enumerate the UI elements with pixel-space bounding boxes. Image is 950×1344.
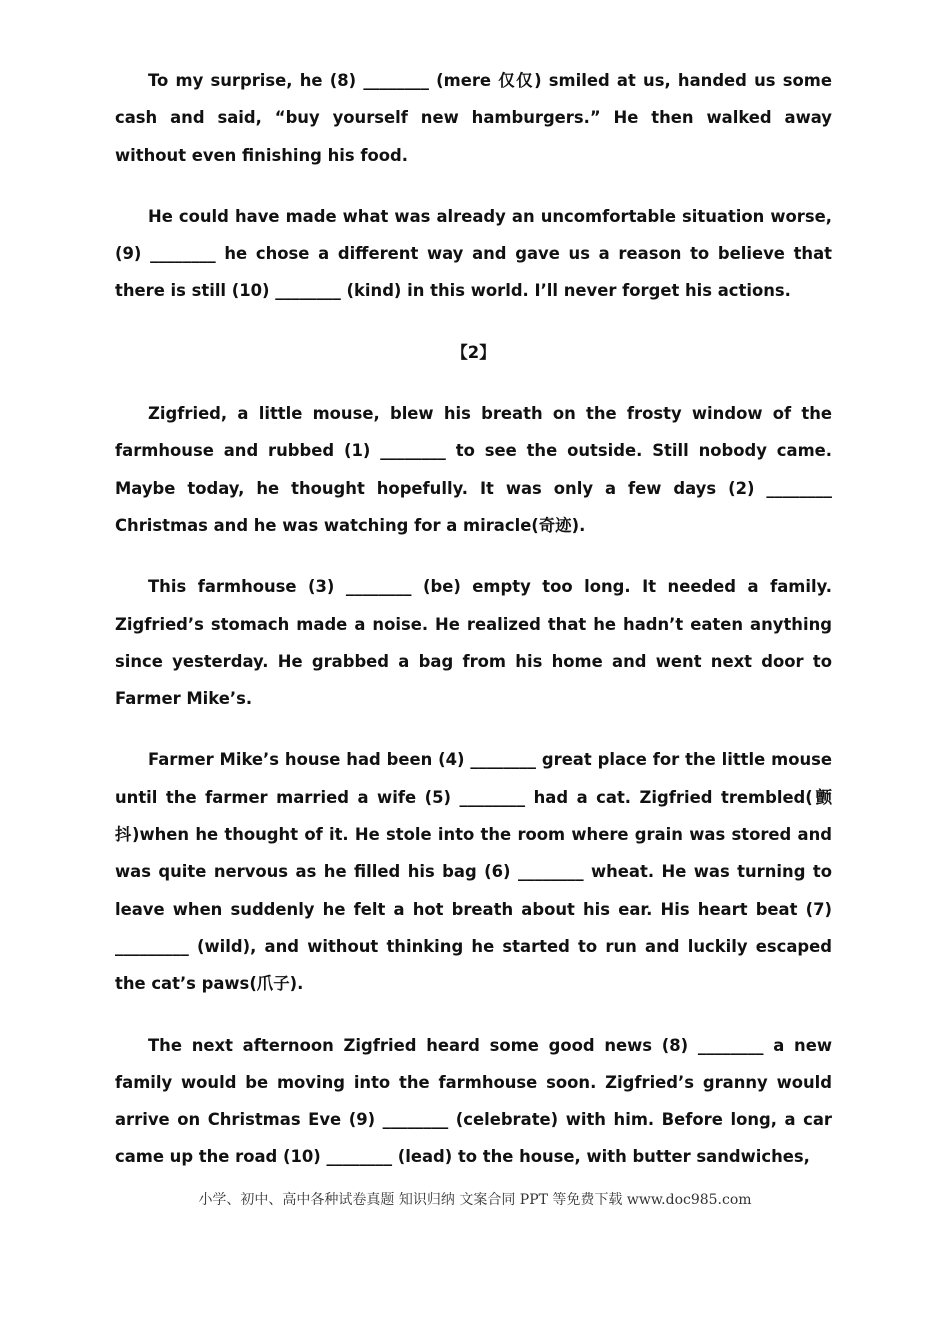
paragraph-kindness: He could have made what was already an uncomfortable situation worse, (9) ________ he chose a different way and gave us a reason to believe that there is still (10) ________ (kind) in this world. I’ll never forget his actions. (115, 206, 832, 301)
paragraph-farmer-mike: Farmer Mike’s house had been (4) ________ great place for the little mouse until the farmer married a wife (5) ________ had a cat. Zigfried trembled(颤抖)when he thought of it. He stole into the room where grain was stored and was quite nervous as he filled his bag (6) ________ wheat. He was turning to leave when suddenly he felt a hot breath about his ear. His heart beat (7) _________ (wild), and without thinking he started to run and luckily escaped the cat’s paws(爪子). (115, 750, 832, 994)
paragraph-surprise: To my surprise, he (8) ________ (mere 仅仅) smiled at us, handed us some cash and said, “buy yourself new hamburgers.” He then walked away without even finishing his food. (115, 71, 832, 165)
page-footer: 小学、初中、高中各种试卷真题 知识归纳 文案合同 PPT 等免费下载 www.doc985.com (198, 1192, 752, 1208)
paragraph-zigfried-window: Zigfried, a little mouse, blew his breath on the frosty window of the farmhouse and rubbed (1) ________ to see the outside. Still nobody came. Maybe today, he thought hopefully. It was only a few days (2) ________ Christmas and he was watching for a miracle(奇迹). (115, 404, 832, 535)
section-heading: 【2】 (451, 342, 496, 362)
paragraph-good-news: The next afternoon Zigfried heard some good news (8) ________ a new family would be moving into the farmhouse soon. Zigfried’s granny would arrive on Christmas Eve (9) ________ (celebrate) with him. Before long, a car came up the road (10) ________ (lead) to the house, with butter sandwiches, (115, 1035, 832, 1167)
paragraph-farmhouse-empty: This farmhouse (3) ________ (be) empty too long. It needed a family. Zigfried’s stomach made a noise. He realized that he hadn’t eaten anything since yesterday. He grabbed a bag from his home and went next door to Farmer Mike’s. (115, 577, 832, 709)
document-body (115, 62, 832, 1176)
